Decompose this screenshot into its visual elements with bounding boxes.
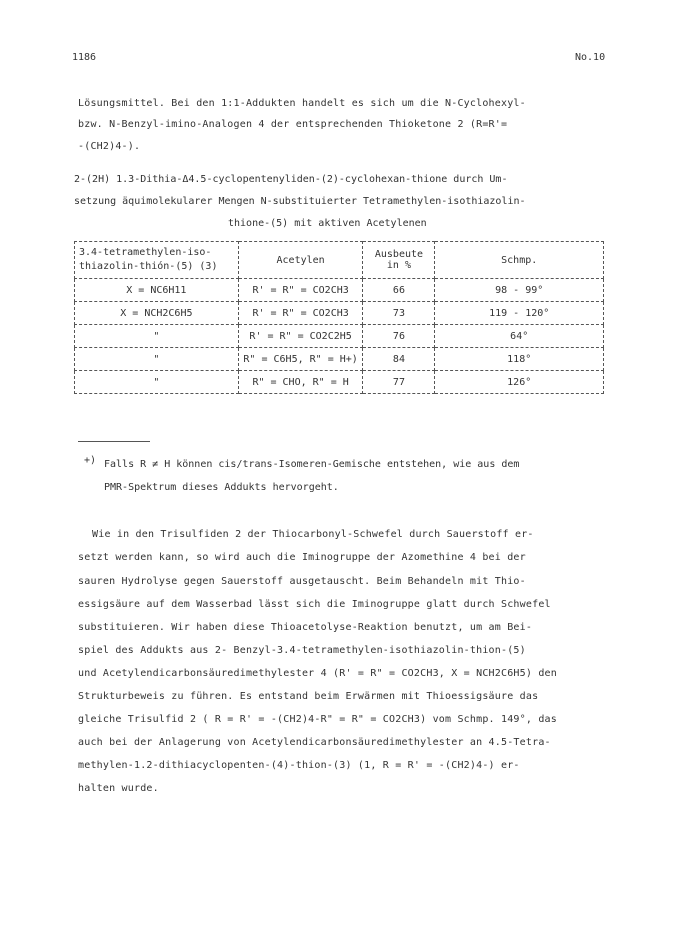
results-table [74, 241, 604, 394]
caption-line-3: thione-(5) mit aktiven Acetylenen [228, 218, 427, 229]
cell-mp: 119 - 120° [435, 302, 604, 325]
table-row [75, 279, 604, 302]
header-ausbeute: Ausbeute in % [363, 242, 435, 279]
page-number: 1186 [72, 52, 97, 63]
table-row [75, 325, 604, 348]
body-line-6: spiel des Addukts aus 2- Benzyl-3.4-tetramethylen-isothiazolin-thion-(5) [78, 645, 526, 656]
cell-acetylen: R' = R" = CO2C2H5 [238, 325, 363, 348]
cell-substituent: " [75, 371, 239, 394]
cell-acetylen: R' = R" = CO2CH3 [238, 279, 363, 302]
cell-mp: 64° [435, 325, 604, 348]
table-row [75, 348, 604, 371]
body-line-11: methylen-1.2-dithiacyclopenten-(4)-thion-(3) (1, R = R' = -(CH2)4-) er- [78, 760, 520, 771]
body-line-10: auch bei der Anlagerung von Acetylendicarbonsäuredimethylester an 4.5-Tetra- [78, 737, 551, 748]
footnote-rule [78, 441, 150, 442]
cell-acetylen: R" = CHO, R" = H [238, 371, 363, 394]
cell-mp: 98 - 99° [435, 279, 604, 302]
footnote-line-1: Falls R ≠ H können cis/trans-Isomeren-Gemische entstehen, wie aus dem [104, 459, 520, 470]
footnote-line-2: PMR-Spektrum dieses Addukts hervorgeht. [104, 482, 339, 493]
body-line-7: und Acetylendicarbonsäuredimethylester 4 (R' = R" = CO2CH3, X = NCH2C6H5) den [78, 668, 557, 679]
cell-substituent: " [75, 325, 239, 348]
body-line-2: setzt werden kann, so wird auch die Iminogruppe der Azomethine 4 bei der [78, 552, 526, 563]
cell-substituent: X = NCH2C6H5 [75, 302, 239, 325]
cell-mp: 126° [435, 371, 604, 394]
cell-substituent: " [75, 348, 239, 371]
cell-yield: 76 [363, 325, 435, 348]
cell-yield: 84 [363, 348, 435, 371]
body-line-9: gleiche Trisulfid 2 ( R = R' = -(CH2)4-R" = R" = CO2CH3) vom Schmp. 149°, das [78, 714, 557, 725]
table-row [75, 371, 604, 394]
body-line-12: halten wurde. [78, 783, 159, 794]
body-line-1: Wie in den Trisulfiden 2 der Thiocarbonyl-Schwefel durch Sauerstoff er- [92, 529, 534, 540]
caption-line-2: setzung äquimolekularer Mengen N-substituierter Tetramethylen-isothiazolin- [74, 196, 526, 207]
cell-substituent: X = NC6H11 [75, 279, 239, 302]
cell-yield: 77 [363, 371, 435, 394]
header-isothiazolin: 3.4-tetramethylen-iso- thiazolin-thión-(5) (3) [75, 242, 239, 279]
body-line-8: Strukturbeweis zu führen. Es entstand beim Erwärmen mit Thioessigsäure das [78, 691, 539, 702]
cell-yield: 66 [363, 279, 435, 302]
footnote-mark: +) [84, 455, 97, 466]
cell-acetylen: R" = C6H5, R" = H+) [238, 348, 363, 371]
intro-line-2: bzw. N-Benzyl-imino-Analogen 4 der entsprechenden Thioketone 2 (R=R'= [78, 119, 508, 130]
table-header-row [75, 242, 604, 279]
cell-acetylen: R' = R" = CO2CH3 [238, 302, 363, 325]
caption-line-1: 2-(2H) 1.3-Dithia-Δ4.5-cyclopentenyliden-(2)-cyclohexan-thione durch Um- [74, 174, 508, 185]
header-acetylen: Acetylen [238, 242, 363, 279]
issue-number: No.10 [575, 52, 606, 63]
intro-line-1: Lösungsmittel. Bei den 1:1-Addukten handelt es sich um die N-Cyclohexyl- [78, 98, 526, 109]
cell-mp: 118° [435, 348, 604, 371]
table-row [75, 302, 604, 325]
cell-yield: 73 [363, 302, 435, 325]
body-line-4: essigsäure auf dem Wasserbad lässt sich die Iminogruppe glatt durch Schwefel [78, 599, 551, 610]
body-line-5: substituieren. Wir haben diese Thioacetolyse-Reaktion benutzt, um am Bei- [78, 622, 533, 633]
header-schmp: Schmp. [435, 242, 604, 279]
body-line-3: sauren Hydrolyse gegen Sauerstoff ausgetauscht. Beim Behandeln mit Thio- [78, 576, 526, 587]
intro-line-3: -(CH2)4-). [78, 141, 141, 152]
